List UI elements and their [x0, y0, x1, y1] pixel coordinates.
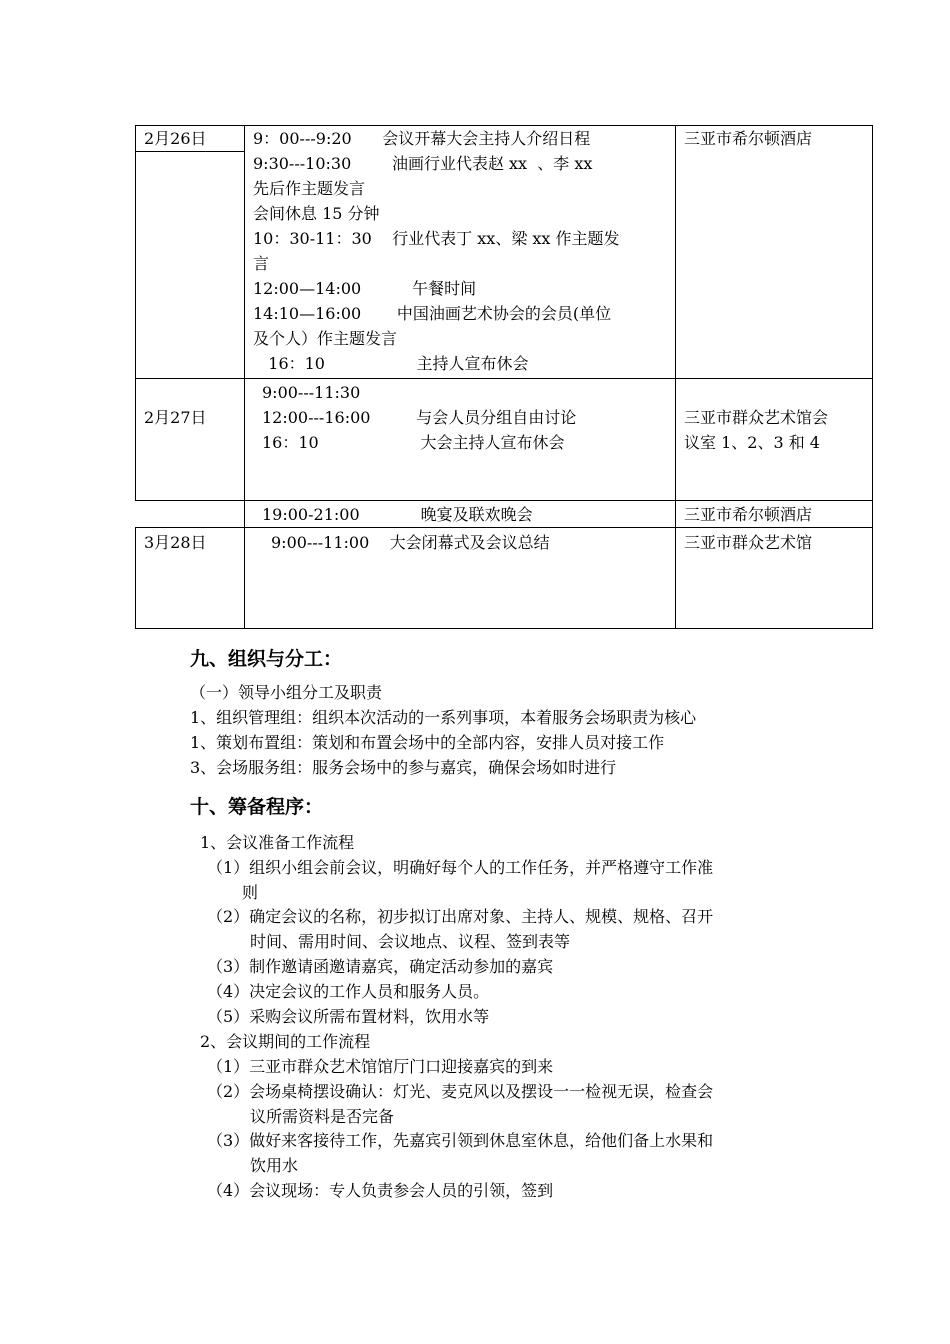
section-10-line: 饮用水	[250, 1156, 299, 1175]
date-cell: 2月26日	[144, 129, 207, 148]
venue-cell: 三亚市希尔顿酒店	[684, 129, 813, 148]
schedule-line: 会间休息 15 分钟	[253, 204, 380, 223]
section-9-line: （一）领导小组分工及职责	[190, 683, 383, 702]
schedule-line: 16：10 主持人宣布休会	[253, 354, 529, 373]
schedule-line: 9:00---11:00 大会闭幕式及会议总结	[271, 533, 550, 552]
schedule-line: 12:00—14:00 午餐时间	[253, 279, 477, 298]
schedule-line: 19:00-21:00 晚宴及联欢晚会	[262, 505, 533, 524]
section-10-line: 议所需资料是否完备	[250, 1107, 395, 1126]
section-10-line: （3）做好来客接待工作，先嘉宾引领到休息室休息，给他们备上水果和	[207, 1131, 714, 1150]
table-row-divider	[135, 527, 873, 528]
schedule-line: 12:00---16:00 与会人员分组自由讨论	[262, 408, 577, 427]
schedule-line: 先后作主题发言	[253, 179, 366, 198]
section-10-line: （1）组织小组会前会议，明确好每个人的工作任务，并严格遵守工作准	[207, 858, 714, 877]
section-10-line: 2、会议期间的工作流程	[200, 1032, 371, 1051]
section-9-line: 1、组织管理组：组织本次活动的一系列事项，本着服务会场职责为核心	[190, 708, 697, 727]
section-10-line: （1）三亚市群众艺术馆馆厅门口迎接嘉宾的到来	[207, 1057, 554, 1076]
schedule-line: 10：30-11：30 行业代表丁 xx、梁 xx 作主题发	[253, 229, 620, 248]
venue-cell: 三亚市群众艺术馆会	[684, 408, 829, 427]
section-9-line: 3、会场服务组：服务会场中的参与嘉宾，确保会场如时进行	[190, 758, 617, 777]
table-border-right	[872, 125, 873, 629]
date-cell: 3月28日	[144, 533, 207, 552]
section-10-line: （3）制作邀请函邀请嘉宾，确定活动参加的嘉宾	[207, 957, 554, 976]
date-cell: 2月27日	[144, 408, 207, 427]
schedule-line: 9:30---10:30 油画行业代表赵 xx 、李 xx	[253, 154, 593, 173]
section-9-line: 1、策划布置组：策划和布置会场中的全部内容，安排人员对接工作	[190, 733, 665, 752]
venue-cell: 三亚市群众艺术馆	[684, 533, 813, 552]
section-10-line: （2）确定会议的名称，初步拟订出席对象、主持人、规模、规格、召开	[207, 907, 714, 926]
section-10-line: （4）决定会议的工作人员和服务人员。	[207, 982, 490, 1001]
section-10-line: （2）会场桌椅摆设确认：灯光、麦克风以及摆设一一检视无误，检查会	[207, 1082, 714, 1101]
section-10-line: （4）会议现场：专人负责参会人员的引领，签到	[207, 1181, 554, 1200]
schedule-line: 言	[253, 254, 270, 273]
table-border-left	[135, 527, 136, 629]
schedule-line: 9:00---11:30	[262, 383, 361, 402]
schedule-line: 16：10 大会主持人宣布休会	[262, 433, 565, 452]
table-column-divider	[675, 125, 676, 629]
table-row-divider	[135, 378, 873, 379]
table-column-divider	[244, 125, 245, 629]
section-10-line: （5）采购会议所需布置材料，饮用水等	[207, 1007, 490, 1026]
section-10-line: 1、会议准备工作流程	[200, 833, 355, 852]
section-10-title: 十、筹备程序：	[190, 796, 324, 818]
section-10-line: 则	[242, 883, 259, 902]
schedule-line: 及个人）作主题发言	[253, 329, 398, 348]
venue-cell: 议室 1、2、3 和 4	[684, 433, 820, 452]
schedule-line: 14:10—16:00 中国油画艺术协会的会员(单位	[253, 304, 612, 323]
section-9-title: 九、组织与分工：	[190, 648, 343, 670]
schedule-line: 9：00---9:20 会议开幕大会主持人介绍日程	[253, 129, 591, 148]
table-border-bottom	[135, 628, 873, 629]
section-10-line: 时间、需用时间、会议地点、议程、签到表等	[250, 932, 571, 951]
table-border-left	[135, 125, 136, 501]
table-date-underline	[135, 151, 244, 152]
venue-cell: 三亚市希尔顿酒店	[684, 505, 813, 524]
table-row-divider	[135, 500, 873, 501]
